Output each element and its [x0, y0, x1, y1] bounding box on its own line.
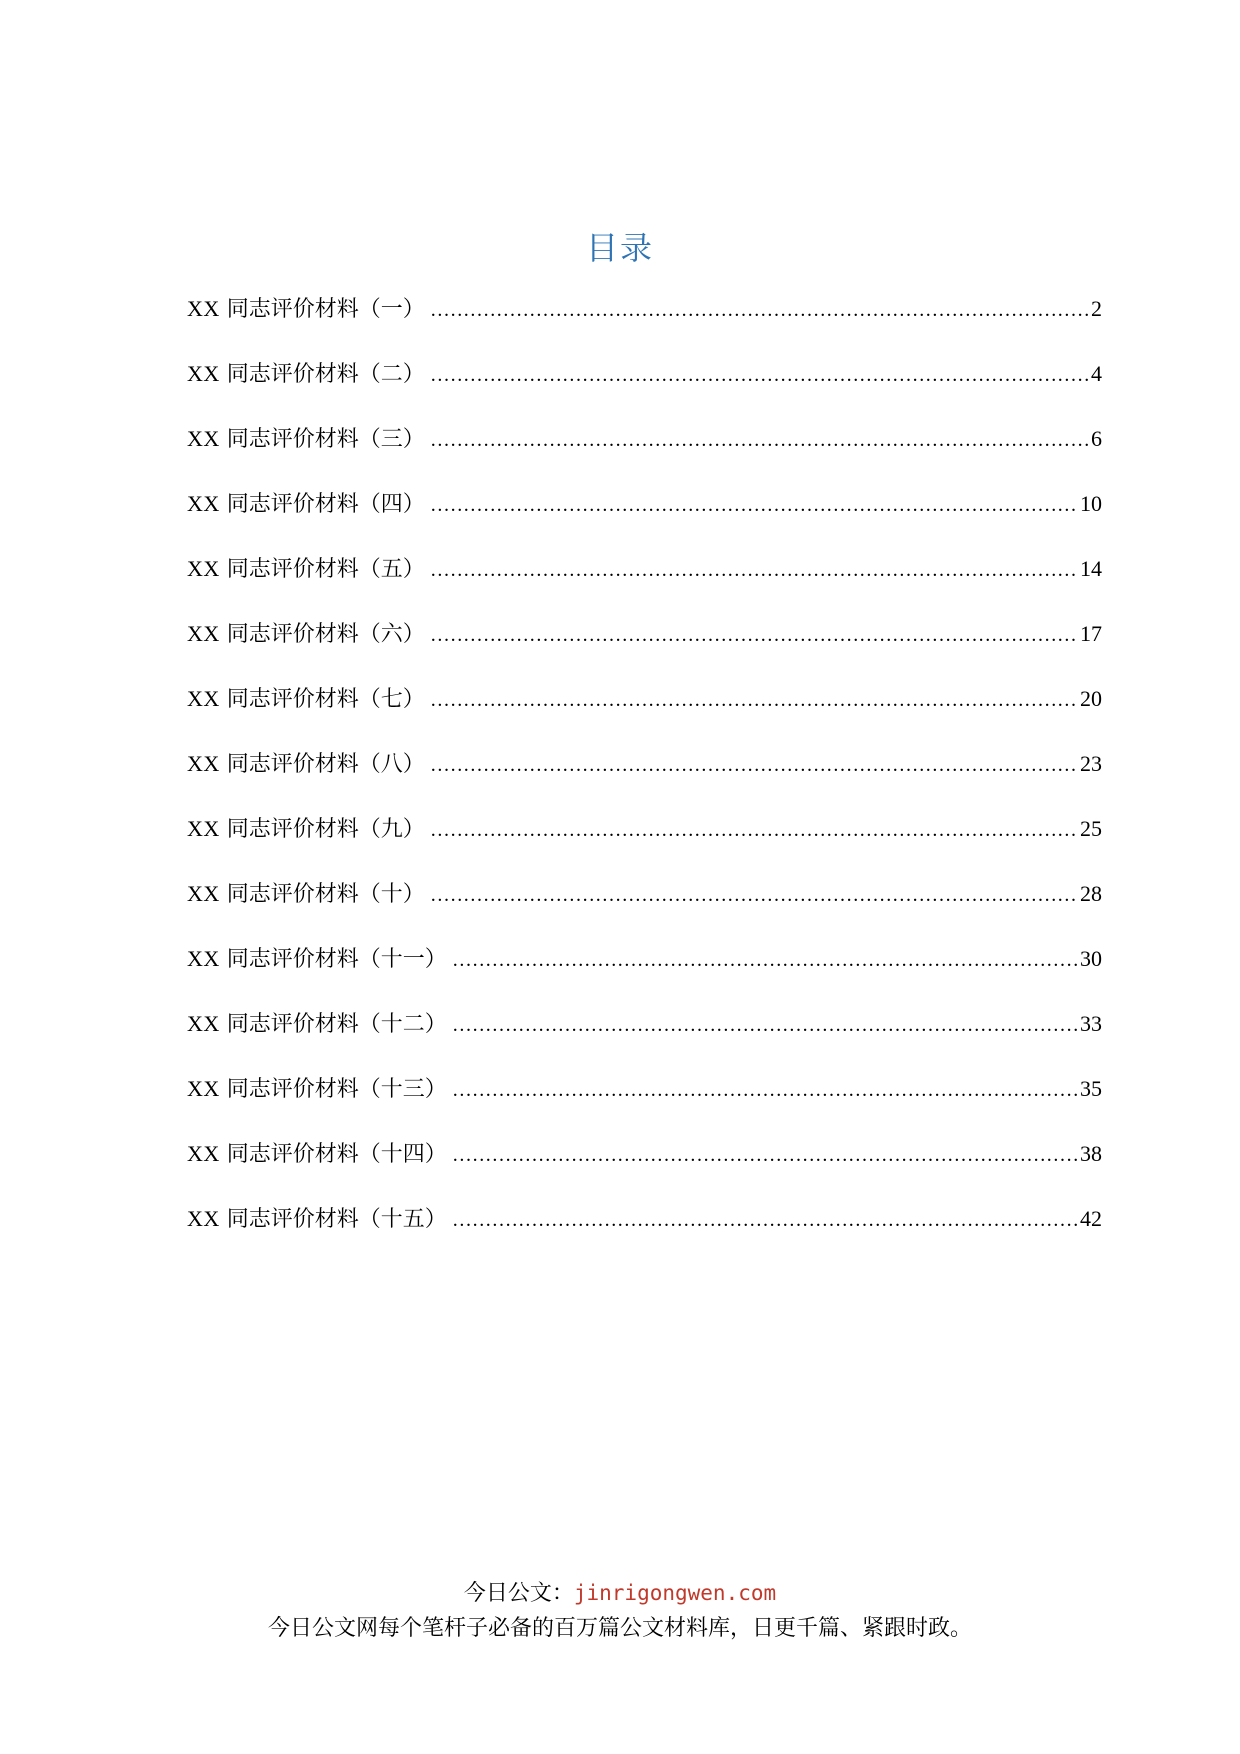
toc-entry[interactable] — [187, 683, 1102, 748]
toc-entry-prefix: XX — [187, 1011, 220, 1036]
toc-entry-page-number: 4 — [1091, 361, 1102, 386]
toc-entry[interactable] — [187, 423, 1102, 488]
toc-dot-leader — [431, 489, 1078, 521]
toc-entry-label — [187, 293, 425, 326]
toc-entry-text: 同志评价材料（七） — [226, 687, 425, 712]
table-of-contents — [187, 293, 1102, 1268]
toc-entry[interactable] — [187, 813, 1102, 878]
toc-entry-page-number: 20 — [1080, 686, 1102, 711]
toc-entry-prefix: XX — [187, 946, 220, 971]
toc-entry-prefix: XX — [187, 296, 220, 321]
toc-entry-label — [187, 813, 425, 846]
toc-entry-text: 同志评价材料（一） — [226, 297, 425, 322]
toc-entry-page-number: 17 — [1080, 621, 1102, 646]
toc-dot-leader — [431, 359, 1089, 391]
toc-entry-label — [187, 878, 425, 911]
toc-entry-text: 同志评价材料（二） — [226, 362, 425, 387]
toc-dot-leader — [453, 1139, 1078, 1171]
toc-entry-text: 同志评价材料（十三） — [226, 1077, 447, 1102]
toc-entry-label — [187, 423, 425, 456]
toc-dot-leader — [431, 814, 1078, 846]
footer-site-link[interactable]: jinrigongwen.com — [573, 1581, 777, 1605]
toc-entry-prefix: XX — [187, 556, 220, 581]
toc-entry-label — [187, 943, 447, 976]
toc-entry-page-number: 42 — [1080, 1206, 1102, 1231]
toc-entry[interactable] — [187, 1008, 1102, 1073]
toc-dot-leader — [453, 944, 1078, 976]
toc-entry-page-number: 6 — [1091, 426, 1102, 451]
toc-dot-leader — [453, 1009, 1078, 1041]
toc-entry[interactable] — [187, 1138, 1102, 1203]
toc-entry-text: 同志评价材料（六） — [226, 622, 425, 647]
toc-dot-leader — [431, 749, 1078, 781]
toc-entry-page-number: 23 — [1080, 751, 1102, 776]
toc-entry-label — [187, 1073, 447, 1106]
toc-dot-leader — [431, 554, 1078, 586]
toc-entry-page-number: 35 — [1080, 1076, 1102, 1101]
toc-entry[interactable] — [187, 1073, 1102, 1138]
footer-tagline: 今日公文网每个笔杆子必备的百万篇公文材料库，日更千篇、紧跟时政。 — [267, 1616, 972, 1641]
toc-entry[interactable] — [187, 553, 1102, 618]
toc-entry-prefix: XX — [187, 816, 220, 841]
toc-entry-label — [187, 1138, 447, 1171]
toc-entry-prefix: XX — [187, 686, 220, 711]
toc-dot-leader — [431, 424, 1089, 456]
toc-entry[interactable] — [187, 293, 1102, 358]
footer-site-line — [0, 1577, 1240, 1610]
toc-entry-label — [187, 618, 425, 651]
toc-entry-label — [187, 358, 425, 391]
toc-entry-prefix: XX — [187, 751, 220, 776]
toc-entry-text: 同志评价材料（十二） — [226, 1012, 447, 1037]
toc-entry[interactable] — [187, 943, 1102, 1008]
toc-entry-text: 同志评价材料（四） — [226, 492, 425, 517]
toc-entry[interactable] — [187, 748, 1102, 813]
toc-dot-leader — [431, 294, 1089, 326]
toc-entry-label — [187, 748, 425, 781]
toc-entry[interactable] — [187, 1203, 1102, 1268]
toc-entry-text: 同志评价材料（十一） — [226, 947, 447, 972]
toc-entry-prefix: XX — [187, 361, 220, 386]
toc-entry[interactable] — [187, 618, 1102, 683]
toc-entry-text: 同志评价材料（九） — [226, 817, 425, 842]
toc-entry-prefix: XX — [187, 491, 220, 516]
toc-entry[interactable] — [187, 358, 1102, 423]
toc-entry-page-number: 33 — [1080, 1011, 1102, 1036]
toc-entry-label — [187, 683, 425, 716]
toc-entry-page-number: 38 — [1080, 1141, 1102, 1166]
toc-entry-text: 同志评价材料（十） — [226, 882, 425, 907]
toc-dot-leader — [431, 879, 1078, 911]
toc-entry[interactable] — [187, 488, 1102, 553]
toc-entry-prefix: XX — [187, 426, 220, 451]
toc-entry-label — [187, 1008, 447, 1041]
toc-entry[interactable] — [187, 878, 1102, 943]
toc-entry-text: 同志评价材料（十五） — [226, 1207, 447, 1232]
toc-entry-label — [187, 1203, 447, 1236]
toc-entry-prefix: XX — [187, 1076, 220, 1101]
toc-entry-prefix: XX — [187, 1141, 220, 1166]
toc-entry-page-number: 28 — [1080, 881, 1102, 906]
toc-entry-prefix: XX — [187, 1206, 220, 1231]
toc-entry-prefix: XX — [187, 881, 220, 906]
toc-entry-text: 同志评价材料（十四） — [226, 1142, 447, 1167]
toc-entry-text: 同志评价材料（八） — [226, 752, 425, 777]
toc-entry-page-number: 14 — [1080, 556, 1102, 581]
toc-entry-page-number: 10 — [1080, 491, 1102, 516]
toc-entry-text: 同志评价材料（三） — [226, 427, 425, 452]
toc-entry-prefix: XX — [187, 621, 220, 646]
footer-site-label: 今日公文： — [463, 1581, 574, 1606]
toc-entry-page-number: 2 — [1091, 296, 1102, 321]
toc-dot-leader — [453, 1204, 1078, 1236]
toc-entry-text: 同志评价材料（五） — [226, 557, 425, 582]
toc-dot-leader — [453, 1074, 1078, 1106]
toc-dot-leader — [431, 684, 1078, 716]
toc-entry-page-number: 30 — [1080, 946, 1102, 971]
toc-entry-label — [187, 553, 425, 586]
toc-title: 目录 — [585, 229, 654, 267]
toc-dot-leader — [431, 619, 1078, 651]
toc-entry-label — [187, 488, 425, 521]
toc-entry-page-number: 25 — [1080, 816, 1102, 841]
